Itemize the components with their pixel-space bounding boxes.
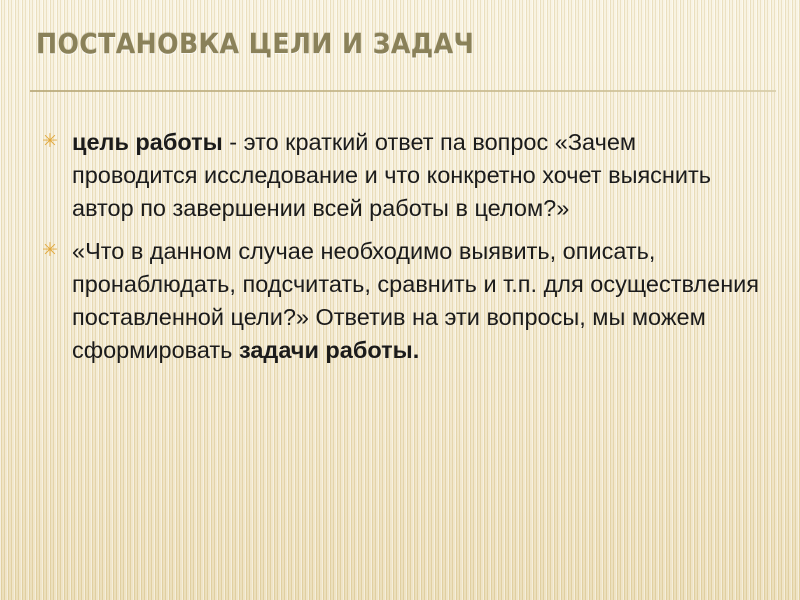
- list-item-emphasis: задачи работы.: [238, 337, 420, 363]
- slide-body: [30, 126, 760, 377]
- asterisk-bullet-icon: ✳: [42, 130, 58, 152]
- list-item-body: «Что в данном случае необходимо выявить, описать, пронаблюдать, подсчитать, сравнить и т.п. для осуществления поставленной цели?» Ответив на эти вопросы, мы можем сформировать: [72, 238, 760, 363]
- list-item-text: [72, 238, 759, 363]
- list-item: [30, 126, 760, 225]
- list-item-body: - это краткий ответ па вопрос «Зачем проводится исследование и что конкретно хочет выяснить автор по завершении всей работы в целом?»: [72, 129, 712, 221]
- asterisk-bullet-icon: ✳: [42, 239, 58, 261]
- list-item-text: [72, 129, 711, 221]
- title-divider: [30, 90, 776, 92]
- slide-title-area: [0, 26, 800, 98]
- list-item: [30, 235, 760, 367]
- page-title: ПОСТАНОВКА ЦЕЛИ И ЗАДАЧ: [36, 27, 475, 60]
- list-item-lead: цель работы: [72, 129, 223, 155]
